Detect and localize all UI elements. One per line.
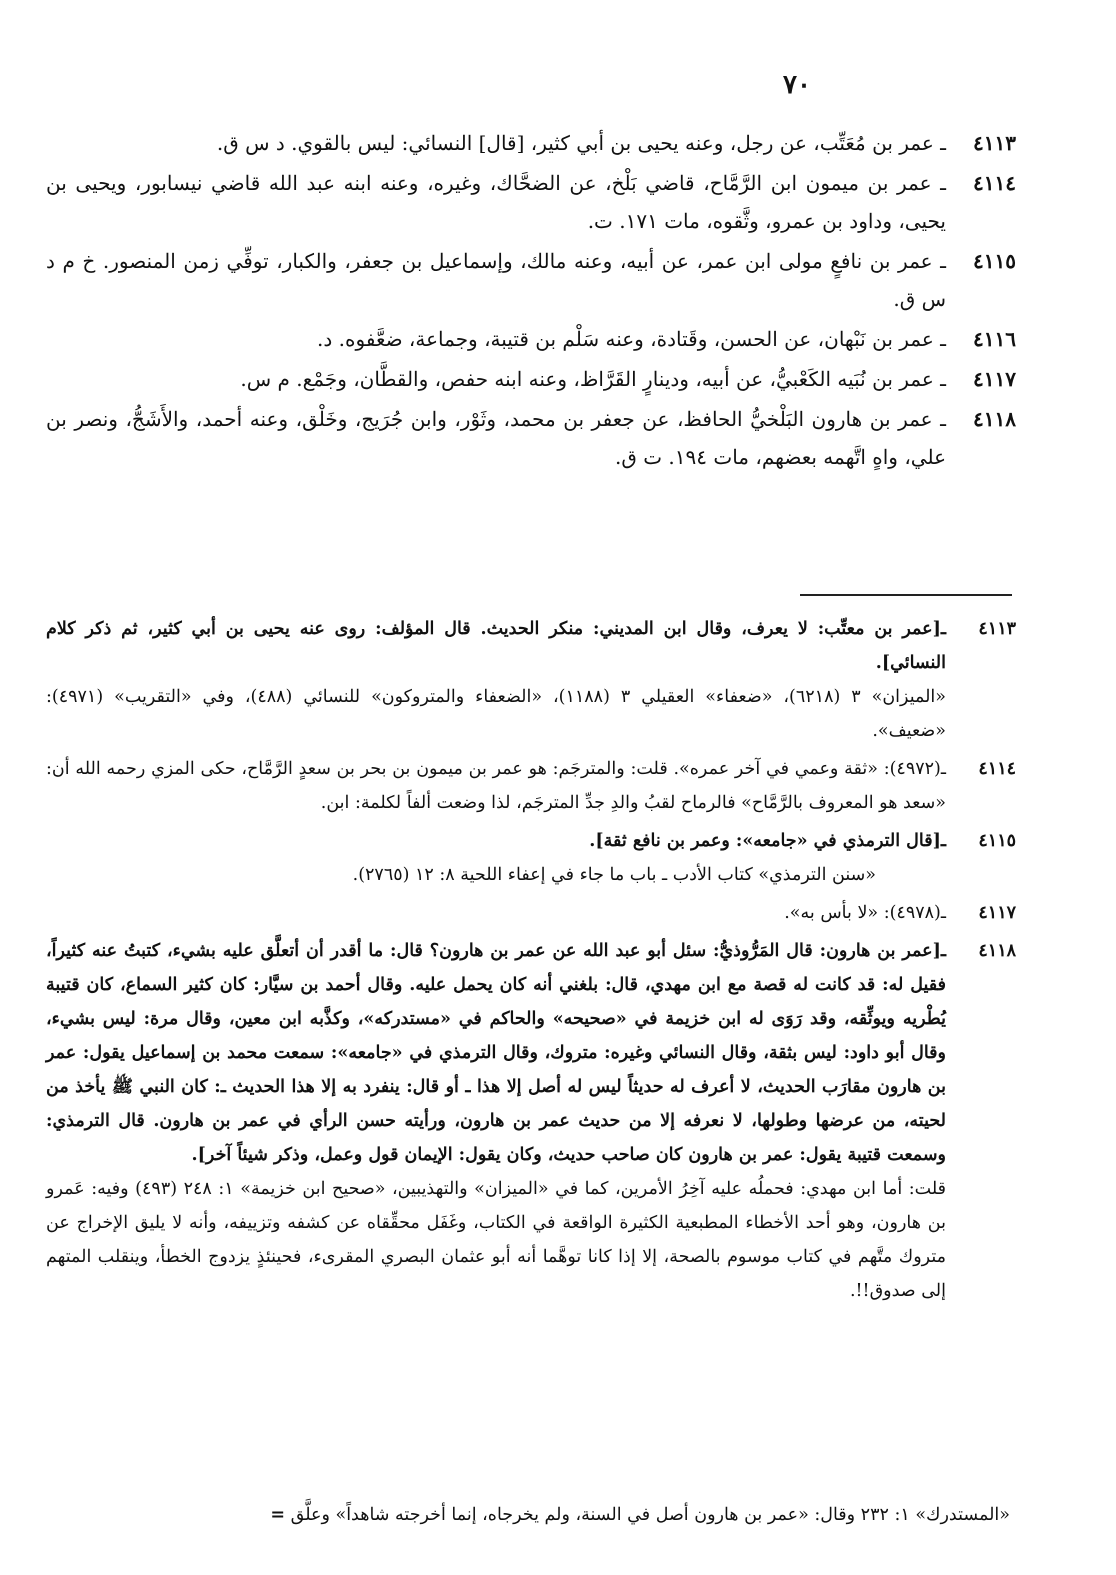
- footnote: [46, 896, 1016, 930]
- entry: [46, 124, 1016, 162]
- footnote-divider: [800, 594, 1012, 596]
- footnote-reference: «الميزان» ٣ (٦٢١٨)، «ضعفاء» العقيلي ٣ (١١٨٨)، «الضعفاء والمتروكون» للنسائي (٤٨٨)، وفي «التقريب» (٤٩٧١): «ضعيف».: [46, 687, 946, 741]
- entry-number: ٤١١٧: [973, 367, 1016, 391]
- entry-number: ٤١١٥: [973, 249, 1016, 273]
- entry: [46, 164, 1016, 240]
- footnote: [46, 934, 1016, 1308]
- footnote: [46, 612, 1016, 748]
- footnote-number: ٤١١٧: [978, 903, 1016, 923]
- continuation-text: «المستدرك» ١: ٢٣٢ وقال: «عمر بن هارون أصل في السنة، ولم يخرجاه، إنما أخرجته شاهداً» وعلَّق: [290, 1505, 1010, 1525]
- footnote-number: ٤١١٨: [978, 941, 1016, 961]
- footnotes: [46, 612, 1016, 1312]
- entry-number: ٤١١٦: [973, 327, 1016, 351]
- footnote-heading: ـ[عمر بن هارون: قال المَرُّوذيُّ: سئل أبو عبد الله عن عمر بن هارون؟ قال: ما أقدر أن أتعلَّق عليه بشيء، كتبتُ عنه كثيراً، فقيل له: قد كانت له قصة مع ابن مهدي، قال: بلغني أنه كان يحمل عليه. وقال أحمد بن سيَّار: كان كثير السماع، كان قتيبة يُطْريه ويوثِّقه، وقد رَوَى له ابن خزيمة في «صحيحه» والحاكم في «مستدركه»، وكذَّبه ابن معين، وقال مرة: ليس بشيء، وقال أبو داود: ليس بثقة، وقال النسائي وغيره: متروك، وقال الترمذي في «جامعه»: سمعت محمد بن إسماعيل يقول: عمر بن هارون مقارَب الحديث، لا أعرف له حديثاً ليس له أصل إلا هذا ـ أو قال: ينفرد به إلا هذا الحديث ـ: كان النبي ﷺ يأخذ من لحيته، من عرضها وطولها، لا نعرفه إلا من حديث عمر بن هارون، ورأيته حسن الرأي في عمر بن هارون. قال الترمذي: وسمعت قتيبة يقول: عمر بن هارون كان صاحب حديث، وكان يقول: الإيمان قول وعمل، وذكر شيئاً آخر].: [46, 941, 946, 1165]
- entry-number: ٤١١٤: [973, 171, 1016, 195]
- footnote-number: ٤١١٣: [978, 619, 1016, 639]
- entry-text: ـ عمر بن هارون البَلْخيُّ الحافظ، عن جعفر بن محمد، وثَوْر، وابن جُرَيج، وخَلْق، وعنه أحمد، والأَشَجُّ، ونصر بن علي، واهٍ اتَّهمه بعضهم، مات ١٩٤. ت ق.: [46, 407, 946, 469]
- entry-number: ٤١١٣: [973, 131, 1016, 155]
- entry-text: ـ عمر بن ميمون ابن الرَّمَّاح، قاضي بَلْخ، عن الضحَّاك، وغيره، وعنه ابنه عبد الله قاضي نيسابور، ويحيى بن يحيى، وداود بن عمرو، وثَّقوه، مات ١٧١. ت.: [46, 171, 946, 233]
- entry: [46, 400, 1016, 476]
- entry: [46, 242, 1016, 318]
- entry-number: ٤١١٨: [973, 407, 1016, 431]
- footnote-number: ٤١١٤: [978, 759, 1016, 779]
- entry-text: ـ عمر بن نُبَيه الكَعْبيُّ، عن أبيه، ودينارٍ القَرَّاظ، وعنه ابنه حفص، والقطَّان، وجَمْع. م س.: [240, 367, 946, 391]
- footnote-heading: ـ(٤٩٧٨): «لا بأس به».: [784, 903, 946, 923]
- footnote-comment: قلت: أما ابن مهدي: فحملُه عليه آخِرُ الأمرين، كما في «الميزان» والتهذيبين، «صحيح ابن خزيمة» ١: ٢٤٨ (٤٩٣) وفيه: عَمرو بن هارون، وهو أحد الأخطاء المطبعية الكثيرة الواقعة في الكتاب، وغَفَل محقِّقاه عن كشفه وتزييفه، وأنه لا يليق الإخراج عن متروك متَّهم في كتاب موسوم بالصحة، إلا إذا كانا توهَّما أنه أبو عثمان البصري المقرىء، فحينئذٍ يزدوج الخطأ، وينقلب المتهم إلى صدوق!!.: [46, 1179, 946, 1301]
- footnote-heading: ـ[عمر بن معتِّب: لا يعرف، وقال ابن المديني: منكر الحديث. قال المؤلف: روى عنه يحيى بن أبي كثير، ثم ذكر كلام النسائي].: [46, 619, 946, 673]
- main-text: [46, 124, 1016, 478]
- footnote: [46, 824, 1016, 892]
- entry-text: ـ عمر بن نَبْهان، عن الحسن، وقَتادة، وعنه سَلْم بن قتيبة، وجماعة، ضعَّفوه. د.: [317, 327, 946, 351]
- footnote-heading: ـ(٤٩٧٢): «ثقة وعمي في آخر عمره». قلت: والمترجَم: هو عمر بن ميمون بن بحر بن سعدٍ الرَّمَّاح، حكى المزي رحمه الله أن: «سعد هو المعروف بالرَّمَّاح» فالرماح لقبُ والدِ جدِّ المترجَم، لذا وضعت ألفاً لكلمة: ابن.: [46, 759, 946, 813]
- page-number: ٧٠: [783, 70, 811, 100]
- footnote-continuation: [20, 1498, 1010, 1532]
- entry: [46, 360, 1016, 398]
- footnote: [46, 752, 1016, 820]
- entry-text: ـ عمر بن مُعَتِّب، عن رجل، وعنه يحيى بن أبي كثير، [قال] النسائي: ليس بالقوي. د س ق.: [216, 131, 946, 155]
- entry-text: ـ عمر بن نافعٍ مولى ابن عمر، عن أبيه، وعنه مالك، وإسماعيل بن جعفر، والكبار، توفِّي زمن المنصور. خ م د س ق.: [46, 249, 946, 311]
- footnote-heading: ـ[قال الترمذي في «جامعه»: وعمر بن نافع ثقة].: [589, 831, 946, 851]
- footnote-number: ٤١١٥: [978, 831, 1016, 851]
- continuation-mark: =: [270, 1505, 286, 1525]
- entry: [46, 320, 1016, 358]
- footnote-reference: «سنن الترمذي» كتاب الأدب ـ باب ما جاء في إعفاء اللحية ٨: ١٢ (٢٧٦٥).: [352, 865, 876, 885]
